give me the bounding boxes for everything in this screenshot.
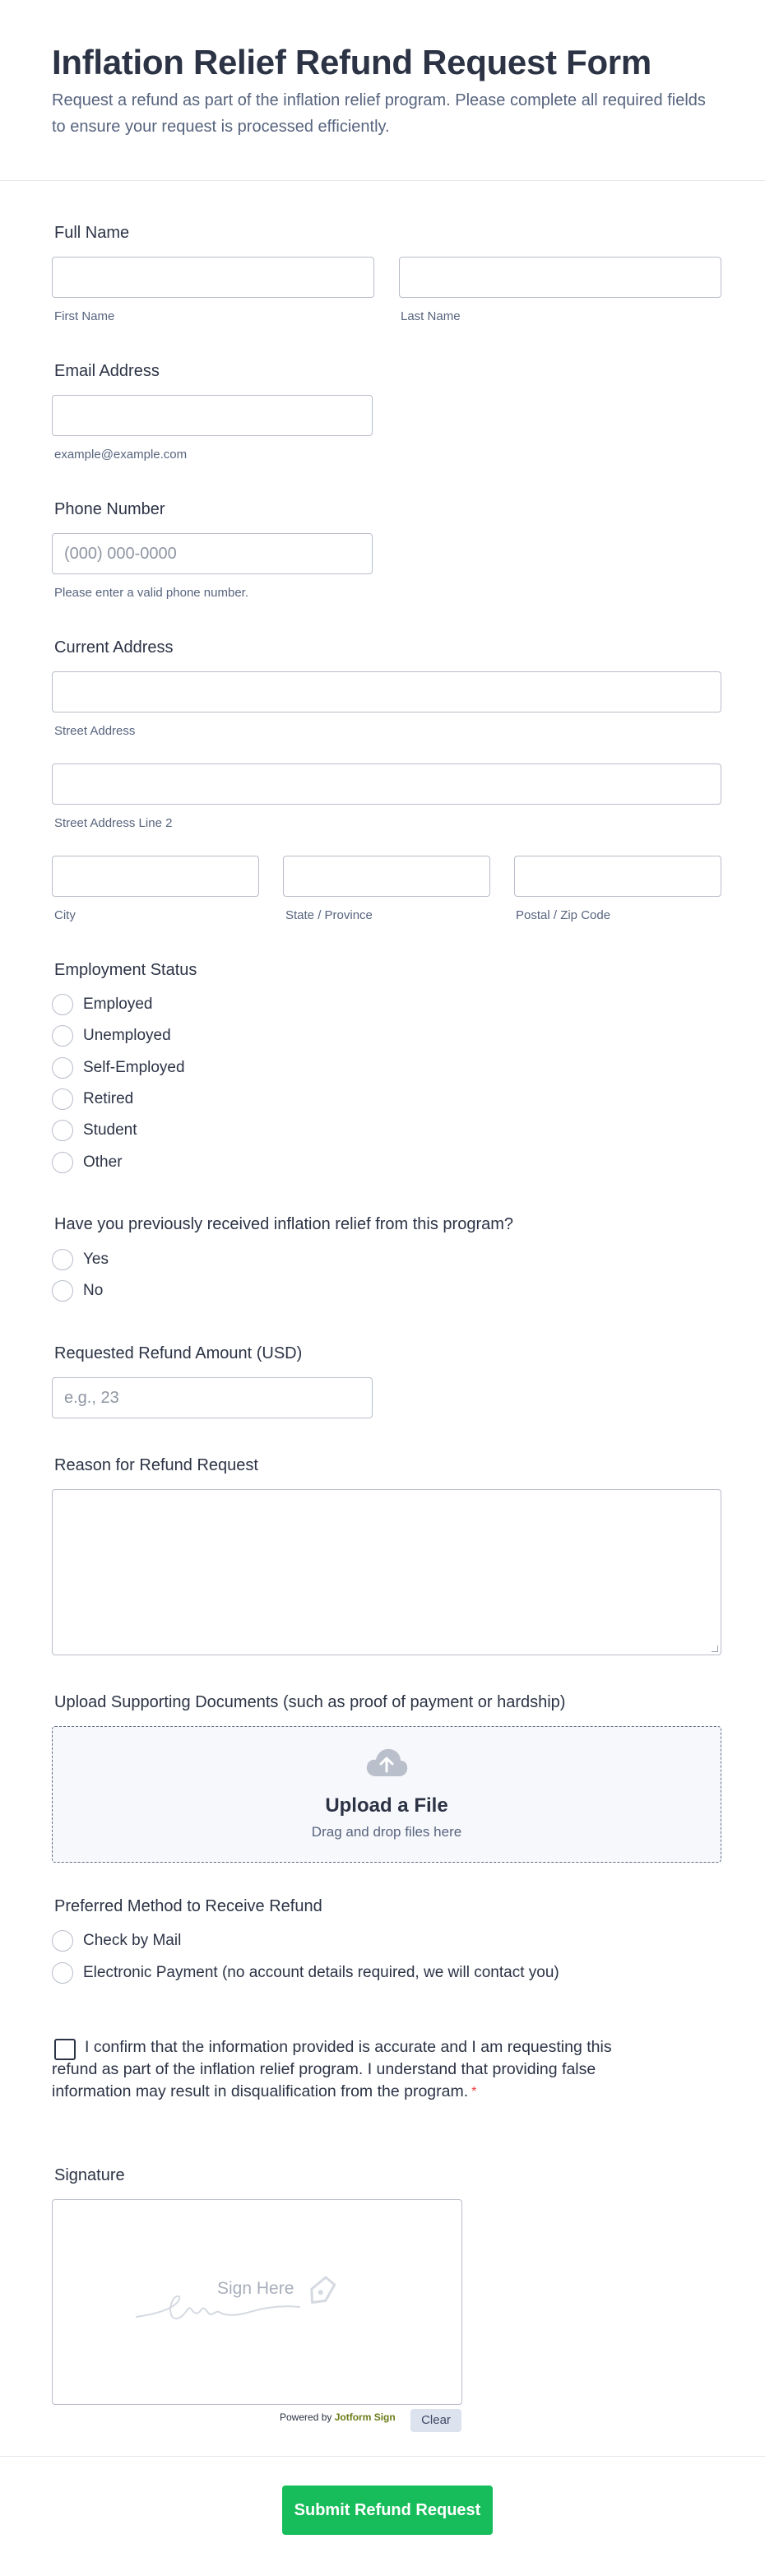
email-input[interactable]	[52, 395, 373, 436]
phone-sublabel: Please enter a valid phone number.	[54, 586, 248, 600]
first-name-input[interactable]	[52, 257, 374, 298]
street-address-sublabel: Street Address	[54, 724, 136, 738]
phone-input[interactable]	[52, 533, 373, 574]
radio-button[interactable]	[52, 994, 73, 1015]
previous-relief-option-no[interactable]: No	[52, 1279, 103, 1303]
signature-pad[interactable]	[52, 2199, 462, 2405]
full-name-label: Full Name	[54, 224, 130, 242]
first-name-sublabel: First Name	[54, 309, 115, 323]
cloud-upload-icon	[365, 1747, 408, 1778]
file-upload-dropzone[interactable]	[52, 1726, 721, 1863]
signature-label: Signature	[54, 2166, 125, 2184]
confirm-statement	[52, 2036, 661, 2103]
jotform-sign-brand[interactable]: Jotform Sign	[334, 2411, 396, 2423]
employment-option-employed[interactable]: Employed	[52, 992, 153, 1017]
refund-amount-input[interactable]	[52, 1377, 373, 1418]
powered-by	[280, 2411, 396, 2423]
employment-status-label: Employment Status	[54, 961, 197, 979]
radio-button[interactable]	[52, 1120, 73, 1141]
required-asterisk: *	[471, 2085, 477, 2099]
email-label: Email Address	[54, 362, 160, 380]
previous-relief-option-yes[interactable]: Yes	[52, 1247, 109, 1272]
street-address-line2-sublabel: Street Address Line 2	[54, 816, 173, 830]
upload-documents-label: Upload Supporting Documents (such as proof of payment or hardship)	[54, 1693, 566, 1711]
form-title: Inflation Relief Refund Request Form	[52, 43, 651, 81]
zip-input[interactable]	[514, 856, 721, 897]
radio-button[interactable]	[52, 1025, 73, 1047]
city-sublabel: City	[54, 908, 76, 922]
email-sublabel: example@example.com	[54, 448, 188, 462]
radio-button[interactable]	[52, 1057, 73, 1079]
refund-method-option-electronic[interactable]: Electronic Payment (no account details required, we will contact you)	[52, 1961, 559, 1985]
radio-button[interactable]	[52, 1962, 73, 1984]
previous-relief-label: Have you previously received inflation relief from this program?	[54, 1215, 514, 1233]
zip-sublabel: Postal / Zip Code	[516, 908, 611, 922]
address-label: Current Address	[54, 638, 174, 657]
radio-button[interactable]	[52, 1088, 73, 1110]
footer-divider	[0, 2456, 765, 2457]
radio-button[interactable]	[52, 1930, 73, 1952]
street-address-line2-input[interactable]	[52, 764, 721, 805]
last-name-input[interactable]	[399, 257, 721, 298]
radio-button[interactable]	[52, 1280, 73, 1302]
refund-amount-placeholder: e.g., 23	[64, 1389, 119, 1407]
radio-button[interactable]	[52, 1152, 73, 1173]
employment-option-self-employed[interactable]: Self-Employed	[52, 1056, 185, 1080]
employment-option-other[interactable]: Other	[52, 1150, 123, 1175]
employment-option-unemployed[interactable]: Unemployed	[52, 1023, 171, 1048]
powered-by-text: Powered by	[280, 2411, 332, 2423]
form-subtitle: Request a refund as part of the inflation relief program. Please complete all required fields to ensure your request is processed efficiently.	[52, 91, 706, 136]
signature-placeholder: Sign Here	[217, 2279, 294, 2298]
state-sublabel: State / Province	[285, 908, 373, 922]
phone-placeholder: (000) 000-0000	[64, 545, 177, 563]
confirm-text: I confirm that the information provided is accurate and I am requesting this refund as part of the inflation relief program. I understand that providing false information may result in disqualification from the program.	[52, 2038, 612, 2100]
last-name-sublabel: Last Name	[401, 309, 461, 323]
street-address-input[interactable]	[52, 671, 721, 712]
clear-signature-button[interactable]: Clear	[410, 2409, 461, 2432]
upload-hint: Drag and drop files here	[311, 1824, 462, 1840]
refund-amount-label: Requested Refund Amount (USD)	[54, 1344, 303, 1362]
refund-method-label: Preferred Method to Receive Refund	[54, 1897, 322, 1915]
form-header	[0, 0, 765, 181]
submit-button[interactable]: Submit Refund Request	[282, 2485, 493, 2535]
refund-reason-label: Reason for Refund Request	[54, 1456, 258, 1474]
city-input[interactable]	[52, 856, 259, 897]
state-input[interactable]	[283, 856, 490, 897]
employment-option-retired[interactable]: Retired	[52, 1087, 133, 1112]
resize-handle-icon[interactable]	[712, 1645, 718, 1652]
phone-label: Phone Number	[54, 500, 165, 518]
radio-button[interactable]	[52, 1249, 73, 1270]
employment-option-student[interactable]: Student	[52, 1118, 137, 1143]
refund-reason-textarea[interactable]	[52, 1489, 721, 1655]
refund-method-option-mail[interactable]: Check by Mail	[52, 1929, 181, 1953]
upload-title: Upload a File	[325, 1794, 448, 1817]
